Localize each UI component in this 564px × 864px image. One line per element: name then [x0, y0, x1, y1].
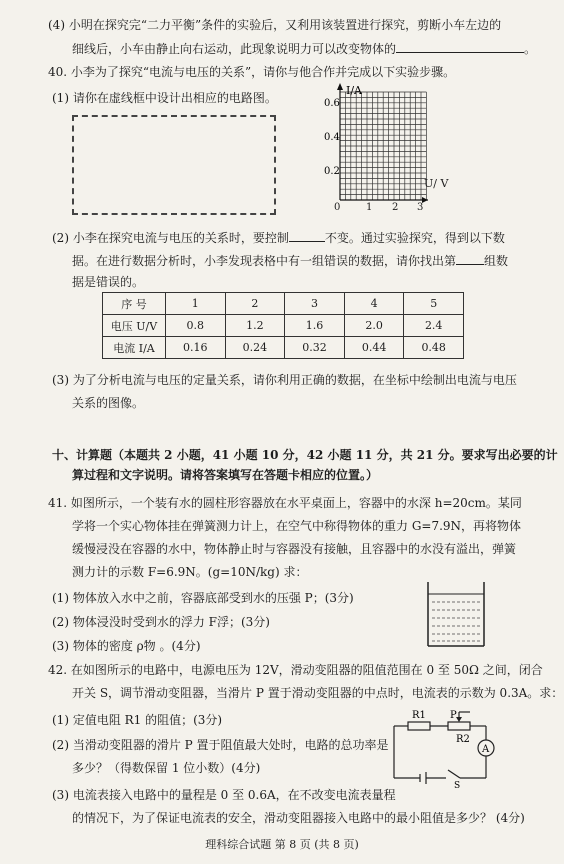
answer-blank [456, 252, 484, 265]
r1-label: R1 [412, 710, 426, 721]
x-tick-label: 3 [417, 202, 424, 213]
table-cell: 电压 U/V [103, 315, 166, 337]
q39-4-end: 。 [524, 42, 537, 56]
q40-part2-text-a: (2) 小李在探究电流与电压的关系时，要控制 [52, 231, 289, 245]
q39-4-line1: (4) 小明在探究完“二力平衡”条件的实验后，又利用该装置进行探究，剪断小车左边的 [48, 18, 502, 32]
p-label: P [450, 710, 457, 721]
y-axis-label: I/A [346, 84, 362, 97]
table-cell: 1.6 [285, 315, 345, 337]
q39-4-text: 细线后，小车由静止向右运动，此现象说明力可以改变物体的 [72, 42, 397, 56]
q42-sub1: (1) 定值电阻 R1 的阻值；(3分) [52, 713, 223, 727]
answer-blank [396, 40, 524, 53]
table-cell: 1 [166, 293, 226, 315]
page-footer: 理科综合试题 第 8 页 (共 8 页) [205, 838, 359, 851]
table-cell: 0.44 [344, 337, 404, 359]
ammeter-label: A [482, 744, 490, 755]
section-heading-line1: 十、计算题（本题共 2 小题，41 小题 10 分，42 小题 11 分，共 21 分。要求写出必要的计 [52, 448, 558, 462]
q42-sub3-line2: 的情况下，为了保证电流表的安全，滑动变阻器接入电路中的最小阻值是多少？ (4分) [72, 811, 525, 825]
table-cell: 2.4 [404, 315, 464, 337]
q41-line3: 缓慢浸没在容器的水中，物体静止时与容器没有接触，且容器中的水没有溢出，弹簧 [72, 542, 517, 556]
table-cell: 4 [344, 293, 404, 315]
water-container-figure [420, 580, 492, 652]
q40-title: 40. 小李为了探究“电流与电压的关系”，请你与他合作并完成以下实验步骤。 [48, 65, 456, 79]
r2-label: R2 [456, 734, 470, 745]
q41-line2: 学将一个实心物体挂在弹簧测力计上，在空气中称得物体的重力 G=7.9N，再将物体 [72, 519, 522, 533]
table-cell: 1.2 [225, 315, 285, 337]
current-voltage-graph [310, 82, 430, 212]
q40-part2-line3: 据是错误的。 [72, 275, 145, 289]
table-cell: 0.16 [166, 337, 226, 359]
data-table [102, 292, 464, 359]
q42-line2: 开关 S，调节滑动变阻器，当滑片 P 置于滑动变阻器的中点时，电流表的示数为 0.3A。求： [72, 686, 564, 700]
answer-blank [289, 229, 325, 242]
table-cell: 0.8 [166, 315, 226, 337]
q40-part2-text-b: 不变。通过实验探究，得到以下数 [324, 231, 505, 245]
table-cell: 0.24 [225, 337, 285, 359]
q40-part2-text-d: 组数 [484, 254, 509, 268]
table-header-row [103, 293, 464, 315]
q40-part2-line1 [52, 229, 505, 246]
q40-part2-text-c: 据。在进行数据分析时，小李发现表格中有一组错误的数据，请你找出第 [72, 254, 457, 268]
q40-part3-line2: 关系的图像。 [72, 396, 145, 410]
table-cell: 3 [285, 293, 345, 315]
table-cell: 电流 I/A [103, 337, 166, 359]
table-cell: 序 号 [103, 293, 166, 315]
table-row [103, 337, 464, 359]
x-tick-label: 1 [366, 202, 373, 213]
q42-sub3-line1: (3) 电流表接入电路中的量程是 0 至 0.6A，在不改变电流表量程 [52, 788, 396, 802]
q42-sub2-line1: (2) 当滑动变阻器的滑片 P 置于阻值最大处时，电路的总功率是 [52, 738, 389, 752]
section-heading-line2: 算过程和文字说明。请将答案填写在答题卡相应的位置。） [72, 468, 379, 482]
q41-sub2: (2) 物体浸没时受到水的浮力 F浮；(3分) [52, 615, 270, 629]
q39-4-line2 [72, 40, 536, 57]
x-axis-label: U/ V [424, 177, 449, 190]
q40-part2-line2 [72, 252, 508, 269]
q40-part1: (1) 请你在虚线框中设计出相应的电路图。 [52, 91, 277, 105]
q41-line4: 测力计的示数 F=6.9N。(g=10N/kg) 求： [72, 565, 308, 579]
x-tick-label: 0 [334, 202, 341, 213]
circuit-diagram [386, 708, 498, 788]
table-cell: 2.0 [344, 315, 404, 337]
q42-line1: 42. 在如图所示的电路中，电源电压为 12V，滑动变阻器的阻值范围在 0 至 50Ω 之间，闭合 [48, 663, 543, 677]
y-tick-label: 0.6 [324, 98, 340, 109]
y-tick-label: 0.4 [324, 132, 340, 143]
table-row [103, 315, 464, 337]
table-cell: 0.32 [285, 337, 345, 359]
table-cell: 5 [404, 293, 464, 315]
table-cell: 0.48 [404, 337, 464, 359]
x-tick-label: 2 [392, 202, 399, 213]
circuit-design-box [72, 115, 276, 215]
q42-sub2-line2: 多少？（得数保留 1 位小数）(4分) [72, 761, 261, 775]
q41-line1: 41. 如图所示，一个装有水的圆柱形容器放在水平桌面上，容器中的水深 h=20cm。某同 [48, 496, 522, 510]
q40-part3-line1: (3) 为了分析电流与电压的定量关系，请你利用正确的数据，在坐标中绘制出电流与电压 [52, 373, 517, 387]
table-cell: 2 [225, 293, 285, 315]
q41-sub3: (3) 物体的密度 ρ物 。(4分) [52, 639, 201, 653]
y-tick-label: 0.2 [324, 166, 340, 177]
q41-sub1: (1) 物体放入水中之前，容器底部受到水的压强 P；(3分) [52, 591, 354, 605]
switch-label: S [454, 781, 461, 788]
